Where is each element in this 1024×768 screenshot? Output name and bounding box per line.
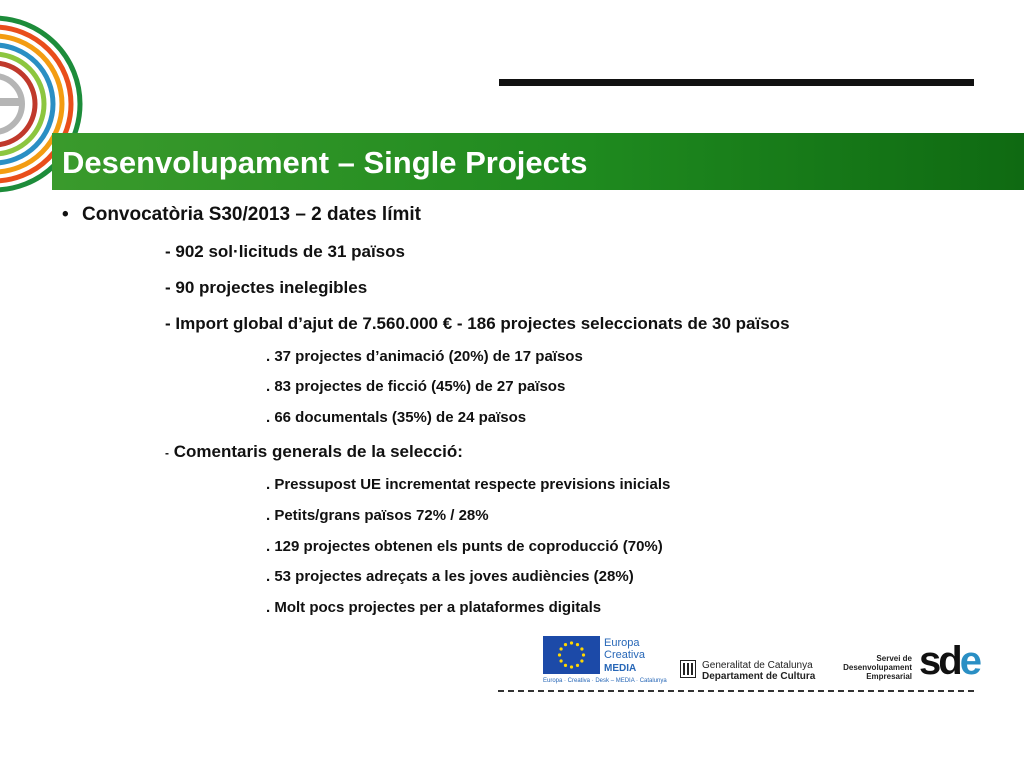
footer-dashed-rule: [498, 690, 974, 692]
top-rule: [499, 79, 974, 86]
eu-flag-icon: [543, 636, 600, 674]
sde-logo-mark: sde: [919, 639, 979, 683]
sde-logo: [843, 639, 979, 688]
main-bullet-text: Convocatòria S30/2013 – 2 dates límit: [82, 204, 421, 225]
list-item: . Petits/grans països 72% / 28%: [266, 507, 489, 524]
generalitat-logo: [680, 660, 830, 684]
list-item: . 37 projectes d’animació (20%) de 17 països: [266, 348, 583, 365]
generalitat-emblem-icon: [680, 660, 696, 678]
list-item: . 53 projectes adreçats a les joves audiències (28%): [266, 568, 634, 585]
bullet-symbol: •: [62, 204, 69, 225]
title-bar: [52, 133, 1024, 190]
list-item: - Import global d’ajut de 7.560.000 € - 186 projectes seleccionats de 30 països: [165, 314, 790, 333]
decorative-arcs: [0, 0, 90, 230]
list-item: . 66 documentals (35%) de 24 països: [266, 409, 527, 426]
list-item: - 90 projectes inelegibles: [165, 278, 368, 297]
dash-marker: -: [165, 446, 169, 460]
generalitat-department: Departament de Cultura: [702, 671, 816, 682]
list-item: . Pressupost UE incrementat respecte previsions inicials: [266, 476, 671, 493]
eu-logo-media: MEDIA: [604, 663, 637, 674]
eu-logo-name: Europa Creativa: [604, 637, 645, 661]
list-item: [165, 442, 463, 462]
europa-creativa-logo: [543, 636, 667, 688]
sde-logo-text: Servei de Desenvolupament Empresarial: [843, 654, 912, 681]
list-item-text: Comentaris generals de la selecció:: [173, 442, 463, 461]
generalitat-name: Generalitat de Catalunya: [702, 660, 813, 671]
list-item: . Molt pocs projectes per a plataformes digitals: [266, 599, 602, 616]
list-item: . 129 projectes obtenen els punts de coproducció (70%): [266, 538, 663, 555]
list-item: - 902 sol·licituds de 31 països: [165, 242, 405, 261]
slide-title: Desenvolupament – Single Projects: [62, 145, 588, 180]
footer-logos: [498, 630, 979, 694]
list-item: . 83 projectes de ficció (45%) de 27 països: [266, 378, 566, 395]
eu-logo-subtitle: Europa · Creativa · Desk – MEDIA · Catalunya: [543, 678, 667, 684]
main-bullet: [62, 204, 421, 226]
